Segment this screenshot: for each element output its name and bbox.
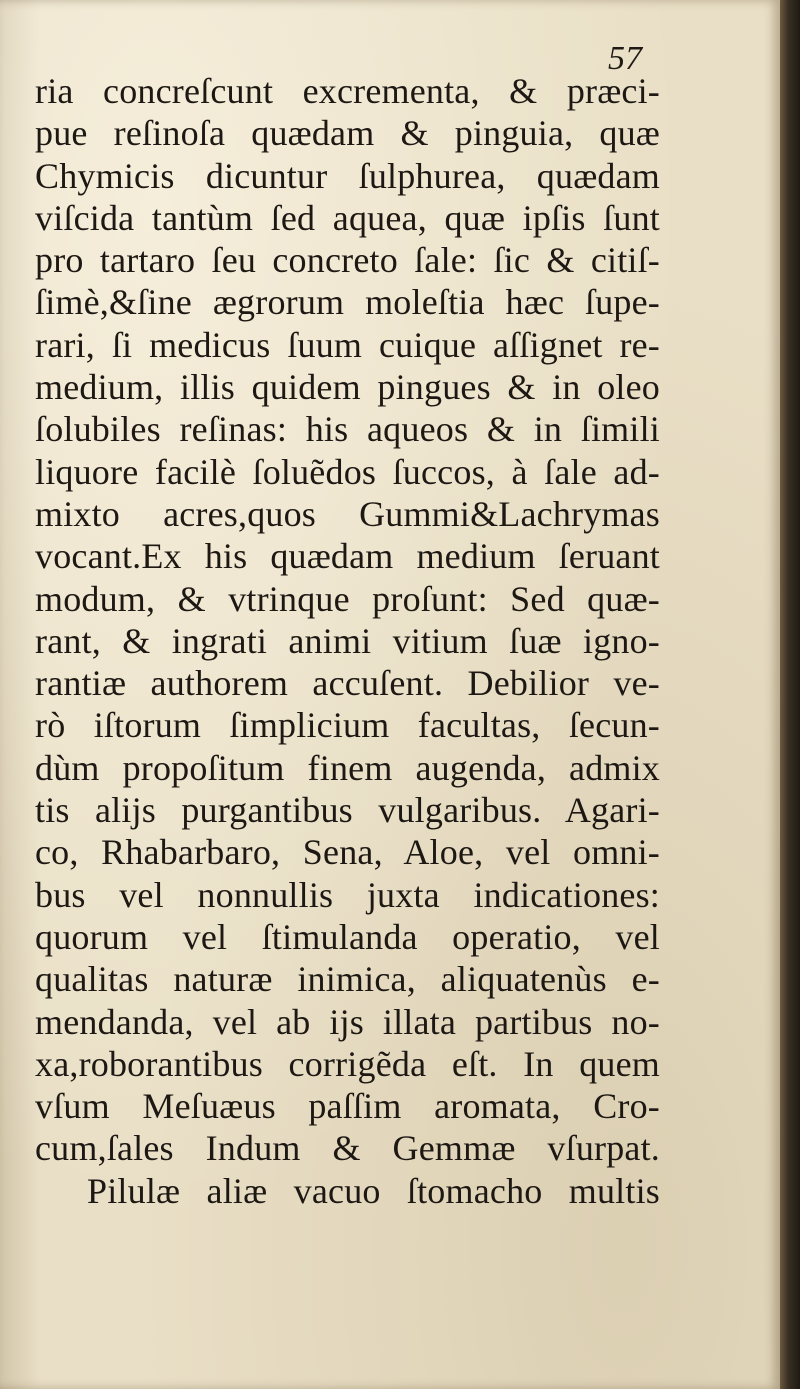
text-line: pue reſinoſa quædam & pinguia, quæ xyxy=(35,113,660,154)
text-line: viſcida tantùm ſed aquea, quæ ipſis ſunt xyxy=(35,197,660,238)
text-line: medium, illis quidem pingues & in oleo xyxy=(35,367,660,408)
text-line: mixto acres,quos Gummi&Lachrymas xyxy=(35,493,660,534)
text-line: ria concreſcunt excrementa, & præci- xyxy=(35,71,660,111)
text-line: mendanda, vel ab ijs illata partibus no- xyxy=(35,1001,660,1042)
text-line: cum,ſales Indum & Gemmæ vſurpat. xyxy=(35,1128,660,1169)
text-line: rantiæ authorem accuſent. Debilior ve- xyxy=(35,663,660,704)
text-line: vocant.Ex his quædam medium ſeruant xyxy=(35,536,660,577)
text-line: ſimè,&ſine ægrorum moleſtia hæc ſupe- xyxy=(35,282,660,323)
text-line: pro tartaro ſeu concreto ſale: ſic & citiſ- xyxy=(35,240,660,281)
text-line: modum, & vtrinque proſunt: Sed quæ- xyxy=(35,578,660,619)
text-line: xa,roborantibus corrigẽda eſt. In quem xyxy=(35,1043,660,1084)
text-line: bus vel nonnullis juxta indicationes: xyxy=(35,874,660,915)
text-line: dùm propoſitum finem augenda, admix xyxy=(35,747,660,788)
text-line: rari, ſi medicus ſuum cuique aſſignet re- xyxy=(35,324,660,365)
text-line: rant, & ingrati animi vitium ſuæ igno- xyxy=(35,620,660,661)
text-line: ſolubiles reſinas: his aqueos & in ſimili xyxy=(35,409,660,450)
text-line: co, Rhabarbaro, Sena, Aloe, vel omni- xyxy=(35,832,660,873)
text-line: Chymicis dicuntur ſulphurea, quædam xyxy=(35,155,660,196)
page-edge-shadow xyxy=(780,0,800,1389)
body-text xyxy=(35,70,660,1212)
text-line: quorum vel ſtimulanda operatio, vel xyxy=(35,916,660,957)
page-number: 57 xyxy=(608,40,642,77)
text-line: rò iſtorum ſimplicium facultas, ſecun- xyxy=(35,705,660,746)
text-line: vſum Meſuæus paſſim aromata, Cro- xyxy=(35,1086,660,1127)
text-line: liquore facilè ſoluẽdos ſuccos, à ſale ad- xyxy=(35,451,660,492)
text-line: qualitas naturæ inimica, aliquatenùs e- xyxy=(35,959,660,1000)
text-line: Pilulæ aliæ vacuo ſtomacho multis xyxy=(87,1170,660,1211)
text-line: tis aliјs purgantibus vulgaribus. Agari- xyxy=(35,790,660,831)
